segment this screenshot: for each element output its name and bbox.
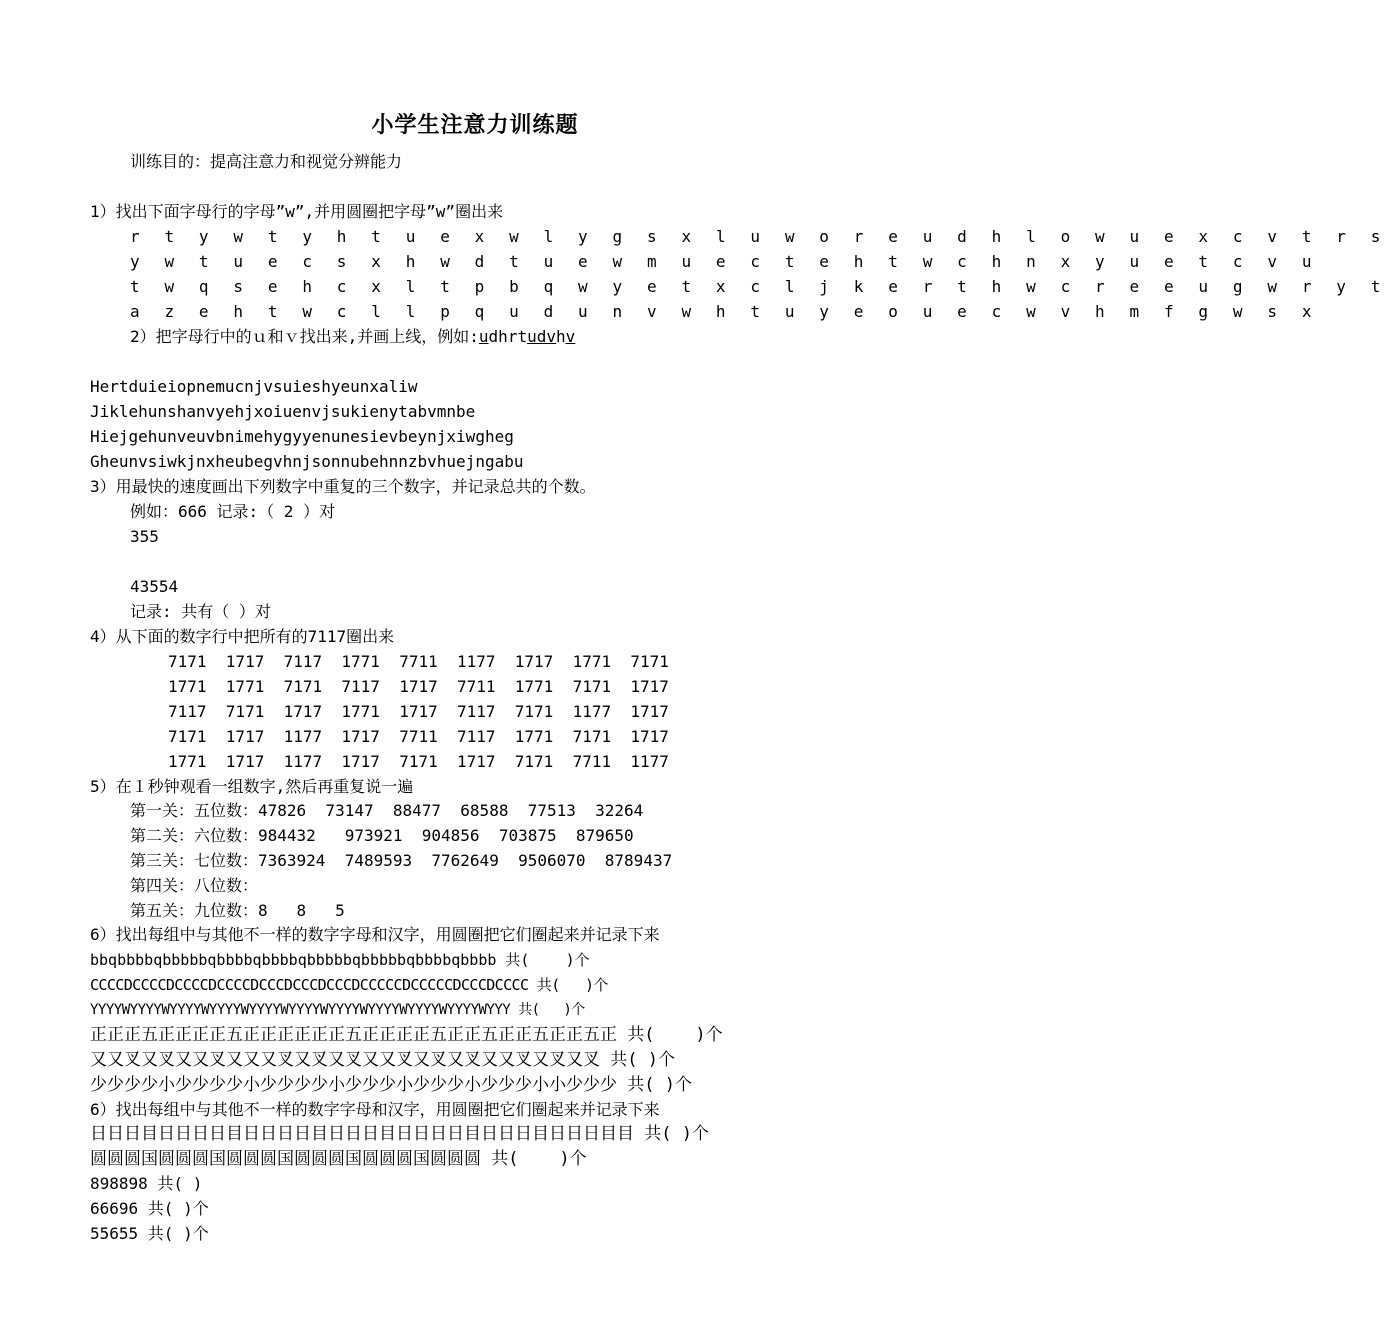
level-row: 第三关：七位数：7363924 7489593 7762649 9506070 8789437 — [130, 851, 673, 870]
letter-row: t w q s e h c x l t p b q w y e t x c l j k e r t h w c r e e u g w r y t — [130, 277, 1388, 296]
letter-string-row: Jiklehunshanvyehjxoiuenvjsukienytabvmnbe — [90, 402, 476, 421]
odd-one-row: 正正正五正正正正五正正正正正正五正正正正五正正五正正五正正五正 共( )个 — [90, 1025, 723, 1045]
page-title: 小学生注意力训练题 — [371, 113, 579, 138]
odd-one-row: YYYYWYYYYWYYYYWYYYYWYYYYWYYYYWYYYYWYYYYWYYYYWYYYYWYYY 共( )个 — [90, 1002, 585, 1018]
odd-one-row: 日日日目日日日日目日日日日目日日日目日日日日目日日日目日日日目目 共( )个 — [90, 1124, 709, 1144]
number-row: 7117 7171 1717 1771 1717 7117 7171 1177 1717 — [168, 702, 669, 721]
odd-one-row: CCCCDCCCCDCCCCDCCCCDCCCDCCCDCCCDCCCCCDCCCCCDCCCDCCCC 共( )个 — [90, 976, 608, 994]
digit-string: 355 — [130, 527, 159, 546]
q3-record: 记录: 共有（ ）对 — [130, 602, 271, 621]
letter-row: y w t u e c s x h w d t u e w m u e c t e h t w c h n x y u e t c v u — [130, 252, 1320, 271]
example-underlined-udv: udv — [527, 327, 556, 346]
level-row: 第五关：九位数：8 8 5 — [130, 901, 345, 920]
odd-one-row: 圆圆圆国圆圆圆国圆圆圆国圆圆圆国圆圆圆国圆圆圆 共( )个 — [90, 1149, 587, 1169]
letter-row: a z e h t w c l l p q u d u n v w h t u y e o u e c w v h m f g w s x — [130, 302, 1320, 321]
odd-one-row: 少少少少小少少少少小少少少少小少少少小少少少小少少少小小少少少 共( )个 — [90, 1075, 692, 1095]
letter-string-row: Gheunvsiwkjnxheubegvhnjsonnubehnnzbvhuejngabu — [90, 452, 524, 471]
q1-heading: 1）找出下面字母行的字母”w”,并用圆圈把字母”w”圈出来 — [90, 202, 504, 221]
q7-heading: 6）找出每组中与其他不一样的数字字母和汉字，用圆圈把它们圈起来并记录下来 — [90, 1100, 660, 1119]
number-row: 7171 1717 7117 1771 7711 1177 1717 1771 7171 — [168, 652, 669, 671]
number-row: 7171 1717 1177 1717 7711 7117 1771 7171 1717 — [168, 727, 669, 746]
q4-heading: 4）从下面的数字行中把所有的7117圈出来 — [90, 627, 395, 646]
letter-string-row: Hertduieiopnemucnjvsuieshyeunxaliw — [90, 377, 418, 396]
odd-one-row: 898898 共( ) — [90, 1174, 203, 1193]
q6-heading: 6）找出每组中与其他不一样的数字字母和汉字，用圆圈把它们圈起来并记录下来 — [90, 925, 660, 944]
odd-one-row: bbqbbbbqbbbbbqbbbbqbbbbqbbbbbqbbbbbqbbbbqbbbb 共( )个 — [90, 951, 590, 969]
q2-heading — [130, 327, 575, 347]
odd-one-row: 66696 共( )个 — [90, 1199, 209, 1218]
example-plain: h — [555, 327, 566, 346]
letter-string-row: Hiejgehunveuvbnimehygyyenunesievbeynjxiwgheg — [90, 427, 514, 446]
training-purpose: 训练目的：提高注意力和视觉分辨能力 — [130, 152, 403, 171]
letter-row: r t y w t y h t u e x w l y g s x l u w o r e u d h l o w u e x c v t r s — [130, 227, 1388, 246]
odd-one-row: 55655 共( )个 — [90, 1224, 209, 1243]
example-plain: dhrt — [488, 327, 528, 346]
level-row: 第四关：八位数： — [130, 876, 259, 895]
example-underlined-u: u — [478, 327, 489, 346]
digit-string: 43554 — [130, 577, 179, 596]
q3-heading: 3）用最快的速度画出下列数字中重复的三个数字，并记录总共的个数。 — [90, 477, 596, 496]
level-row: 第二关：六位数：984432 973921 904856 703875 879650 — [130, 826, 634, 845]
odd-one-row: 又又叉又叉又又叉又又又叉又叉又叉又又叉又叉又叉又又叉又叉又叉 共( )个 — [90, 1050, 675, 1070]
q5-heading: 5）在１秒钟观看一组数字,然后再重复说一遍 — [90, 777, 414, 796]
number-row: 1771 1717 1177 1717 7171 1717 7171 7711 1177 — [168, 752, 669, 771]
example-underlined-v: v — [565, 327, 576, 346]
q3-example: 例如：666 记录:（ 2 ）对 — [130, 502, 336, 521]
level-row: 第一关：五位数：47826 73147 88477 68588 77513 32264 — [130, 801, 644, 820]
number-row: 1771 1771 7171 7117 1717 7711 1771 7171 1717 — [168, 677, 669, 696]
q2-heading-text: 2）把字母行中的ｕ和ｖ找出来,并画上线，例如: — [130, 327, 479, 346]
